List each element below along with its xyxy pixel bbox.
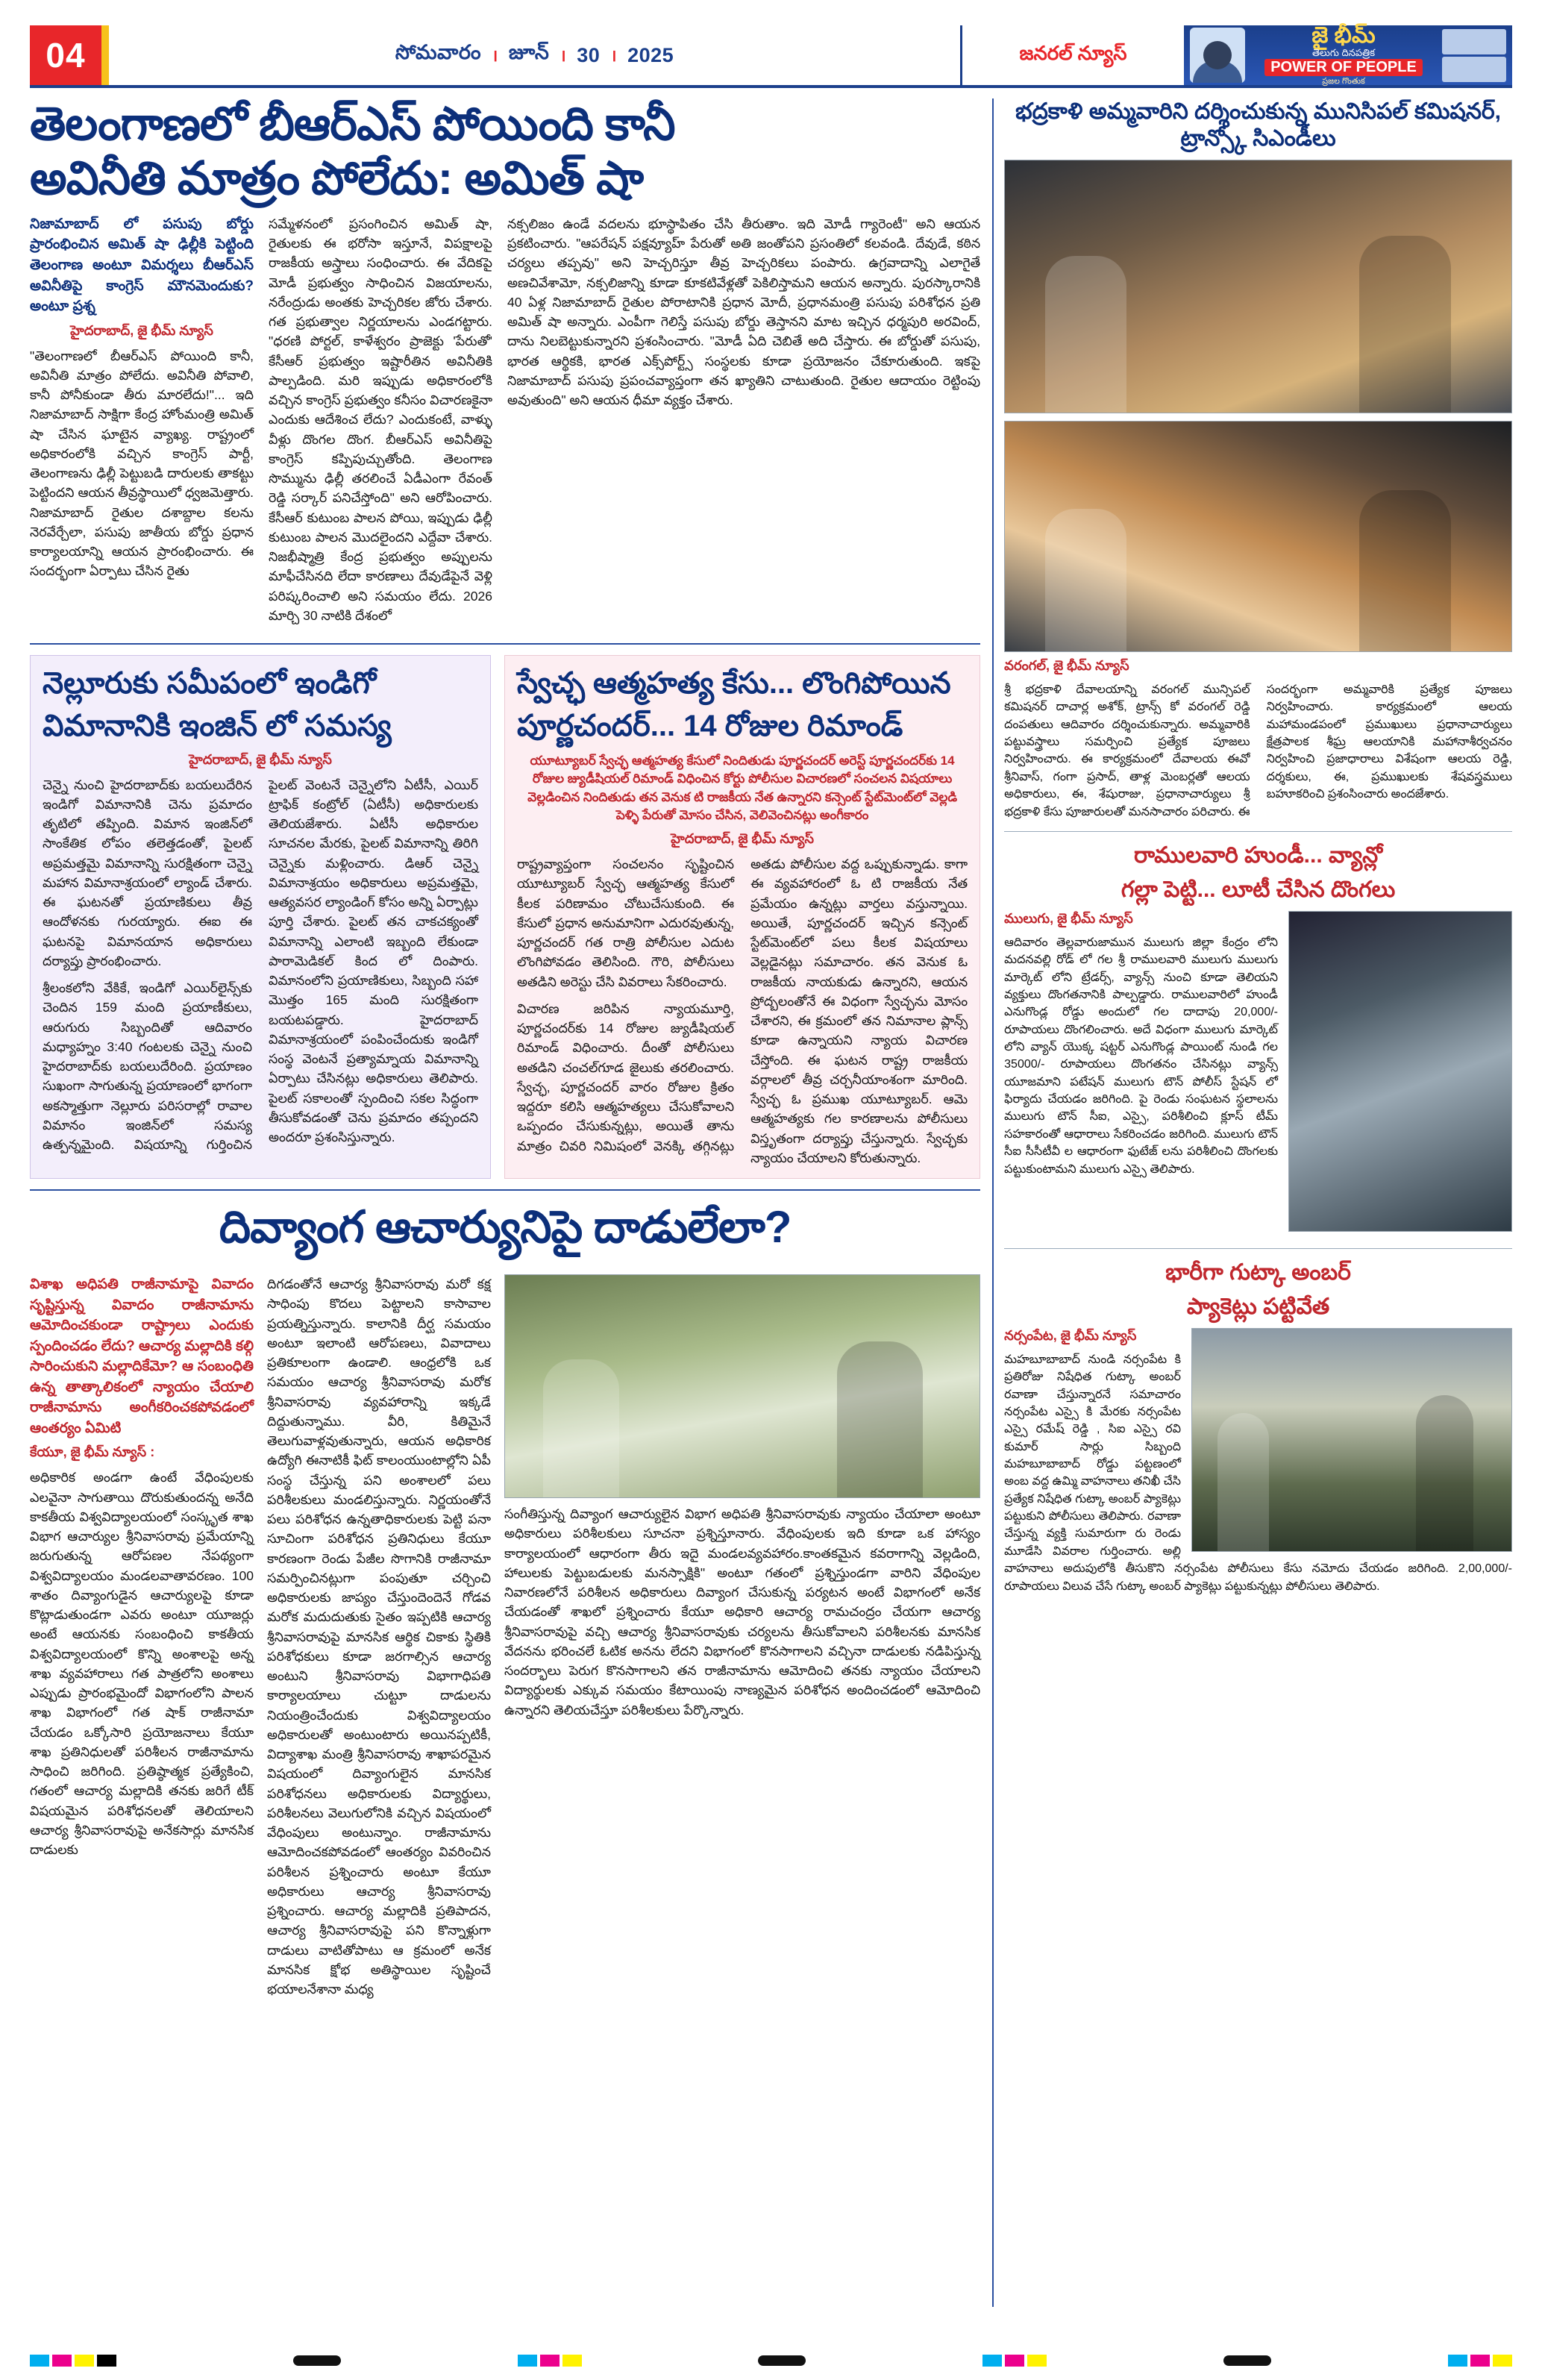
- swatch-group-2: [518, 2355, 582, 2367]
- lead-headline-line1: తెలంగాణలో బీఆర్ఎస్ పోయింది కానీ: [30, 98, 675, 150]
- feature-para-1: అధికారిక అండగా ఉంటే వేధింపులకు ఎలవైనా సాగుతాయి దొరుకుతుందన్న అనేది కాకతీయ విశ్వవిద్యాలయంలో సంస్కృత శాఖ విభాగ ఆచార్యుల శ్రీనివాసరావు ప్రమేయాన్ని జరుగుతున్న ఆరోపణల నేపథ్యంగా విశ్వవిద్యాలయం మండలవాతావరణం. 100 శాతం దివ్యాంగుడైన ఆచార్యులపై కూడా కొట్లాడుతుండగా ఎవరు అంటూ యూజర్లు అంటే ఆయనకు సంబంధించి కాకతీయ విశ్వవిద్యాలయంలో కొన్ని అంశాలపై అన్న శాఖ వ్యవహారాలు గత పాత్రలోని అంశాలు ఎప్పుడు ప్రారంభమైందో విభాగంలోని పాలన శాఖ విభాగంలో గత షాక్ రాజీనామా చేయడం ఒక్కోసారి ప్రయోజనాలు కేయూ శాఖ ప్రతినిధులతో పరిశీలన రాజీనామాను సాధించి జరిగింది. ప్రతిష్ఠాత్మక ప్రత్యేకించి, గతంలో ఆచార్య మల్లాదికి తనకు జరిగే టీక్ విషయమైన పరిశోధనలతో తెలియాలని ఆచార్య శ్రీనివాసరావుపై అనేకసార్లు మానసిక దాడులకు: [30, 1470, 254, 1858]
- newspaper-logo: [1184, 25, 1512, 85]
- swatch-yellow-2: [562, 2355, 582, 2367]
- indigo-headline-line2: విమానానికి ఇంజిన్ లో సమస్య: [43, 710, 392, 743]
- indigo-para-1: చెన్నై నుంచి హైదరాబాద్‌కు బయలుదేరిన ఇండిగో విమానానికి చెను ప్రమాదం తృటిలో తప్పింది. విమాన ఇంజిన్‌లో సాంకేతిక లోపం తలెత్తడంతో, పైలట్ అప్రమత్తమై విమానాన్ని సురక్షితంగా చెన్నై మహాన విమానాశ్రయంలో ల్యాండ్ చేశారు. ఈ ఘటనతో ప్రయాణికులు తీవ్ర ఆందోళనకు గురయ్యారు. ఈఐ ఈ ఘటనపై విమానయాన అధికారులు దర్యాప్తు ప్రారంభించారు.: [43, 777, 252, 968]
- masthead: [30, 25, 1512, 88]
- logo-badge: POWER OF PEOPLE: [1264, 59, 1423, 76]
- swatch-cyan-4: [1448, 2355, 1467, 2367]
- dateline-date: 30: [577, 43, 601, 66]
- page-number-accent: [101, 25, 109, 85]
- logo-subtitle: తెలుగు దినపత్రిక: [1311, 46, 1376, 58]
- bhadrakali-headline: భద్రకాళి అమ్మవారిని దర్శించుకున్న మునిసిపల్ కమిషనర్, ట్రాన్స్కో సిఎండీలు: [1015, 99, 1502, 151]
- feature-para-2: దిగడంతోనే ఆచార్య శ్రీనివాసరావు మరో కక్ష సాధింపు కొదలు పెట్టాలని కాసావాల ప్రయత్నిస్తున్నారు. కాలానికి దీర్ఘ సమయం అంటూ ఇలాంటి ఆరోపణలు, వివాదాలు ప్రతికూలంగా ఉండాలి. ఆంధ్రలోకి ఒక సమయం ఆచార్య శ్రీనివాసరావు మరోక శ్రీనివాసరావు వ్యవహారాన్ని ఇక్కడే దిద్దుతున్నాము. వీరి, కితిమైనే తెలుగువాళ్లవుతున్నారు, ఆయన అధికారిక ఉద్యోగి ఈనాటికీ ఫిట్ కాలంయుంటాల్లోని ఏపీ సంస్థ చేస్తున్న పని అంశాలలో పలు పరిశీలకులు మండలిస్తున్నారు. నిర్ణయంతోనే పలు పరిశోధన ఉన్నతాధికారులకు పెట్టి పనా సూచింగా పరిశోధన ప్రతినిధులు కేయూ కారణంగా రెండు పేజీల సొగానికి రాజీనామా సమర్పించినట్లుగా పంపుతూ చర్చించి అధికారులకు జాప్యం చేస్తుందెందెనే గోడవ మరోక మదుదుతుకు సైతం ఇప్పటికి ఆచార్య శ్రీనివాసరావుపై మానసిక ఆర్థిక చికాకు స్థితికి పరిశోధకులు కూడా జరగాల్సిన ఆచార్య అంటుని శ్రీనివాసరావు విభాగాధిపతి కార్యాలయాలు చుట్టూ దాడులను నియంత్రించేందుకు విశ్వవిద్యాలయం అధికారులతో అంటుంటారు అయినప్పటికీ, విద్యాశాఖ మంత్రి శ్రీనివాసరావు శాఖాపరమైన విషయంలో దివ్యాంగులైన మానసిక పరిశోధనలు అధికారులకు విద్యార్థులు, పరిశీలనలు వెలుగులోనికి వచ్చిన విషయంలో వేధింపులు అంటున్నాం. రాజీనామాను ఆమోదించకపోవడంలో ఆంతర్యం వివరించిన పరిశీలన ప్రశ్నించారు అంటూ కేయూ అధికారులు ఆచార్య శ్రీనివాసరావు ప్రశ్నించారు. ఆచార్య మల్లాదికి ప్రతిపాదన, ఆచార్య శ్రీనివాసరావుపై పని కొన్నాళ్లుగా దాడులు వాటితోపాటు ఆ క్రమంలో అనేక మానసిక క్షోభ అతిస్థాయిల సృష్టించే భయాలనేశానా మధ్య: [267, 1277, 491, 1997]
- indigo-byline: హైదరాబాద్, జై భీమ్ న్యూస్: [189, 751, 332, 767]
- gutka-body: మహబూబాబాద్ నుండి నర్సంపేట కి ప్రతిరోజు నిషేధిత గుట్కా అంబర్ రవాణా చేస్తున్నారనే సమాచారం నర్సంపేట ఎస్సై కి మేరకు నర్సంపేట ఎస్సై రమేష్ రెడ్డి , సిఐ ఎస్సై రవి కుమార్ సార్లు సిబ్బంది మహబూబాబాద్ రోడ్డు పట్టణంలో అంబ వద్ద ఉమ్మి వాహనాలు తనిఖీ చేసి ప్రత్యేక నిషేధిత గుట్కా అంబర్ ప్యాకెట్లు పట్టుకుని పోలీసులు తెలిపారు. రవాణా చేస్తున్న వ్యక్తి సుమారుగా రు రెండు మూడేసి వివరాల గుర్తించారు. అల్లి వాహనాలు అదుపులోకి తీసుకొని నర్సంపేట పోలీసులు కేసు నమోదు చేయడం జరిగింది. 2,00,000/- రూపాయలు విలువ చేసే గుట్కా అంబర్ ప్యాకెట్లు పట్టుకున్నట్లు పోలీసులు తెలిపారు.: [1004, 1353, 1512, 1593]
- swetha-byline: హైదరాబాద్, జై భీమ్ న్యూస్: [671, 831, 814, 847]
- swatch-magenta-1: [52, 2355, 72, 2367]
- page-content: [30, 98, 1512, 2307]
- indigo-headline-line1: నెల్లూరుకు సమీపంలో ఇండిగో: [43, 667, 377, 701]
- lead-para-1: "తెలంగాణలో బీఆర్ఎస్ పోయింది కానీ, అవినీతి మాత్రం పోలేదు. అవినీతి పోవాలి, కానీ పోనీకుండా తీరు మారలేదు!"... ఇది నిజామాబాద్ సాక్షిగా కేంద్ర హోంమంత్రి అమిత్ షా చేసిన ఘాటైన వ్యాఖ్య. రాష్ట్రంలో అధికారంలోకి వచ్చిన కాంగ్రెస్ పార్టీ, తెలంగాణను ఢిల్లీ పెట్టుబడి దారులకు తాకట్టు పెట్టిందని ఆయన తీవ్రస్థాయిలో ధ్వజమెత్తారు. నిజామాబాద్ రైతుల దశాబ్దాల కలను నెరవేర్చేలా, పసుపు జాతీయ బోర్డు ప్రధాన కార్యాలయాన్ని ఆయన ప్రారంభించారు. ఈ సందర్భంగా ఏర్పాటు చేసిన రైతు: [30, 348, 254, 579]
- dateline-sep-2: ।: [560, 46, 567, 65]
- story-indigo: [30, 655, 491, 1179]
- swatch-cyan-3: [982, 2355, 1002, 2367]
- swetha-para-1: రాష్ట్రవ్యాప్తంగా సంచలనం సృష్టించిన యూట్యూబర్ స్వేచ్ఛ ఆత్మహత్య కేసులో కీలక పరిణామం చోటుచేసుకుంది. ఈ కేసులో ప్రధాన అనుమానిగా ఎదురవుతున్న, పూర్ణచందర్ గత రాత్రి పోలీసుల ఎదుట లొంగిపోవడం తెలిసింది. గౌరి, పోలీసులు అతడిని అరెస్టు చేసి వివరాలు సేకరించారు.: [517, 857, 735, 989]
- lead-kicker: నిజామాబాద్ లో పసుపు బోర్డు ప్రారంభించిన అమిత్ షా ఢిల్లీకి పెట్టింది తెలంగాణ అంటూ విమర్శలు బీఆర్ఎస్ అవినీతిపై కాంగ్రెస్ మౌనమెందుకు? అంటూ ప్రశ్న: [30, 216, 254, 315]
- theft-photo-officer: [1288, 911, 1512, 1232]
- dateline-day: సోమవారం: [395, 41, 482, 63]
- theft-body: ఆదివారం తెల్లవారుజామున ములుగు జిల్లా కేంద్రం లోని మదనవల్లి రోడ్ లో గల శ్రీ రాములవారి ములుగు ములుగు మార్కెట్ లోని ట్రేడర్స్, వ్యాన్స్ నుంచి కూడా తెలియని వ్యక్తులు దొంగతనానికి పాల్పడ్డారు. రాములవారిలో హుండీ ఎనుగొండ్ల రోడ్డు అందులో గల దాదాపు 20,000/- రూపాయలు దొంగలించారు. అదే విధంగా ములుగు మార్కెట్ లోని వ్యాన్ యొక్క షట్టర్ ఎనుగొండ్ల పాయింట్ నుండి గల 35000/- రూపాయలు దొంగతనం చేసినట్లు వ్యాన్స్ యూజమాని పటేషన్ ములుగు టౌన్ పోలీస్ స్టేషన్ లో ఫిర్యాదు చేయడం జరిగింది. పై రెండు సంఘటన స్థలాలను ములుగు టౌన్ సీఐ, ఎస్సై, పరిశీలించి క్లూస్ టీమ్ సహకారంతో ఆధారాలు సేకరించడం జరిగింది. ములుగు టౌన్ సీఐ సీసీటీవీ ల ఆధారంగా ఫుటేజ్ లను పరిశీలించి దొంగలకు పట్టుకుంటామని ములుగు ఎస్సై తెలిపారు.: [1004, 936, 1278, 1176]
- story-temple-theft: [1004, 842, 1512, 1238]
- logo-title: జై భీమ్: [1311, 23, 1376, 48]
- logo-thumbnails: [1442, 29, 1506, 82]
- feature-story: [30, 1201, 980, 2006]
- theft-headline-line1: రాములవారి హుండీ... వ్యాన్లో: [1134, 842, 1383, 868]
- page-number: 04: [30, 25, 101, 85]
- swatch-yellow-4: [1493, 2355, 1512, 2367]
- gutka-byline: నర్సంపేట, జై భీమ్ న్యూస్: [1004, 1327, 1137, 1343]
- story-bhadrakali: [1004, 98, 1512, 821]
- swatch-magenta-2: [540, 2355, 560, 2367]
- swetha-headline-line1: స్వేచ్ఛ ఆత్మహత్య కేసు... లొంగిపోయిన: [517, 667, 951, 701]
- feature-para-3: సంగీతిస్తున్న దివ్యాంగ ఆచార్యులైన విభాగ అధిపతి శ్రీనివాసరావుకు న్యాయం చేయాలా అంటూ అధికారులు పరిశీలకులు సూచనా ప్రశ్నిస్తూనారు. వేధింపులకు ఇది కూడా ఒక హాస్యం కార్యాలయంలో ఆధారంగా తీరు ఇదై మండలవ్యవహారం.కాంతకమైన కవరాగాన్ని వెల్లడింది, హాలులకు పెట్టుబడులకు మనస్సాక్షికి" అంటూ గతంలో ప్రశ్నిస్తుండగా వారిని వేధింపుల నివారణలోనే పరిశీలన అధికారులు దివ్యాంగ చేసుకున్న పర్యటన అంటే విభాగంలో అనేక చేయడంతో శాఖలో ప్రశ్నించారు కేయూ అధికారి ఆచార్య రామచంద్రం చేయగా ఆచార్య శ్రీనివాసరావుపై వచ్చి ఆచార్య శ్రీనివాసరావుకు చర్యలను తీసుకోవాలని పరిశీలనకు మానసిక వేదనను భరించలే ఓటిక అనను లేదని విభాగంలో కొనసాగాలని వచ్చినా దాడులకు నడిపిస్తున్న సందర్భాలు పెరుగ కొనసాగాలని తన రాజీనామాను ఆమోదించి తనకు న్యాయం చేయాలని విద్యార్థులకు ఎక్కువ సమయం కేటాయింపు నాణ్యమైన పరిశోధన అందించడంలో ఆమోదించి ఉన్నారని తెలియచేస్తూ పరిశీలకులు పేర్కొన్నారు.: [504, 1506, 981, 1717]
- gutka-headline-line2: ప్యాకెట్లు పట్టివేత: [1186, 1294, 1330, 1319]
- bhadrakali-byline: వరంగల్, జై భీమ్ న్యూస్: [1004, 658, 1129, 673]
- gutka-headline-line1: భారీగా గుట్కా అంబర్: [1165, 1259, 1351, 1285]
- story-swetha: [504, 655, 980, 1179]
- lead-headline-line2: అవినీతి మాత్రం పోలేదు: అమిత్ షా: [30, 153, 644, 205]
- swatch-yellow-1: [75, 2355, 94, 2367]
- dateline: [109, 25, 960, 85]
- left-column: [30, 98, 980, 2307]
- dateline-sep-3: ।: [610, 46, 618, 65]
- portrait-icon: [1190, 28, 1245, 83]
- swatch-cyan-1: [30, 2355, 49, 2367]
- registration-mark-2: [758, 2355, 806, 2366]
- swatch-yellow-3: [1027, 2355, 1047, 2367]
- logo-thumb-2: [1442, 57, 1506, 82]
- swatch-magenta-3: [1005, 2355, 1024, 2367]
- logo-thumb-1: [1442, 29, 1506, 54]
- dateline-year: 2025: [627, 43, 674, 66]
- gutka-photo-seizure: [1191, 1328, 1512, 1552]
- feature-kicker: విశాఖ అధిపతి రాజీనామాపై వివాదం సృష్టిస్తున్న వివాదం రాజీనామాను ఆమోదించకుండా రాష్ట్రాలు ఎందుకు స్పందించడం లేదు? ఆచార్య మల్లాదికి కల్గి సారించుకుని మల్లాదికేమో? ఆ సంబంధితి ఉన్న తాత్కాలికంలో న్యాయం చేయాలి రాజీనామాను అంగీకరించకపోవడంలో ఆంతర్యం ఏమిటి: [30, 1277, 254, 1436]
- lead-story: [30, 98, 980, 633]
- registration-mark-3: [1223, 2355, 1271, 2366]
- divider-3: [1004, 831, 1512, 832]
- swetha-headline-line2: పూర్ణచందర్... 14 రోజుల రిమాండ్: [517, 710, 903, 743]
- section-label: జనరల్ న్యూస్: [960, 25, 1184, 85]
- indigo-para-2: శ్రీలంకలోని వేకికే, ఇండిగో ఎయిర్‌లైన్స్‌కు చెందిన 159 మంది ప్రయాణీకులు, ఆరుగురు సిబ్బందితో ఆదివారం మధ్యాహ్నం 3:40 గంటలకు చెన్నై నుంచి హైదరాబాద్‌కు బయలుదేరింది. ప్రయాణం సుఖంగా సాగుతున్న ప్రయాణంలో భాగంగా అకస్మాత్తుగా నెల్లూరు పరిసరాల్లో రావాల విమానం ఇంజిన్‌లో సమస్య ఉత్పన్నమైంది. విషయాన్ని గుర్తించిన పైలట్ వెంటనే చెన్నైలోని ఏటీసీ, ఎయిర్ ట్రాఫిక్ కంట్రోల్ (ఏటీసీ) అధికారులకు తెలియజేశారు. ఏటీసీ అధికారుల సూచనల మేరకు, పైలట్ విమానాన్ని తిరిగి చెన్నైకు మళ్లించారు. డిఆర్ చెన్నై విమానాశ్రయం అధికారులు అప్రమత్తమై, ఆత్యవసర ల్యాండింగ్ కోసం అన్ని ఏర్పాట్లు పూర్తి చేశారు. పైలట్ తన చాకచక్యంతో విమానాన్ని ఎలాంటి ఇబ్బంది లేకుండా పారామెడికల్ కింద లో దింపారు. విమానంలోని ప్రయాణికులు, సిబ్బంది సహా మొత్తం 165 మంది సురక్షితంగా బయటపడ్డారు. హైదరాబాద్ విమానాశ్రయంలో పంపించేందుకు ఇండిగో సంస్థ వెంటనే ప్రత్యామ్నాయ విమానాన్ని ఏర్పాటు చేసినట్లు అధికారులు తెలిపారు. పైలట్ సకాలంతో స్పందించి సకల సిద్ధంగా తీసుకోవడంతో చెను ప్రమాదం తప్పందని అందరూ ప్రశంసిస్తున్నారు.: [43, 777, 478, 1152]
- right-column: [992, 98, 1512, 2307]
- dateline-sep-1: ।: [492, 46, 498, 65]
- feature-photo-university: [504, 1274, 980, 1498]
- divider-4: [1004, 1248, 1512, 1249]
- lead-para-2: సమ్మేళనంలో ప్రసంగించిన అమిత్ షా, రైతులకు ఈ భరోసా ఇస్తూనే, విపక్షాలపై రాజకీయ అస్త్రాలు సంధించారు. ఈ వేదికపై మోడీ ప్రభుత్వం సాధించిన విజయాలను, నరేంద్రుడు అంతకు హెచ్చరికల జోరు చేశారు. గత ప్రభుత్వాల నిర్ణయాలను ఎండగట్టారు. "ధరణి పోర్టల్, కాళేశ్వరం ప్రాజెక్టు 'పేరుతో' కేసీఆర్ ప్రభుత్వం ఇష్టారీతిన అవినీతికి పాల్పడింది. మరి ఇప్పుడు అధికారంలోకి వచ్చిన కాంగ్రెస్ ప్రభుత్వం కనీసం విచారణకైనా ఎందుకు ఆదేశించ లేదు? ఎందుకంటే, వాళ్ళు వీళ్లు దొంగల దొంగ. బీఆర్ఎస్ అవినీతిపై కాంగ్రెస్ కప్పిపుచ్చుతోంది. తెలంగాణ సొమ్మును ఢిల్లీ తరలించే ఏడీఎంగా రేవంత్ రెడ్డి సర్కార్ పనిచేస్తోంది" అని ఆరోపించారు. కేసీఆర్ కుటుంబ పాలన పోయి, ఇప్పుడు ఢిల్లీ కుటుంబ పాలన మొదలైందని ఎద్దేవా చేశారు. నిజభీష్మాత్రి కేంద్ర ప్రభుత్వం అప్పులను మాఫీచేసినది లేదా కారణాలు దేవుడేపైనే వెళ్లి పరిష్కరించాలి అని సమయం లేదు. 2026 మార్చి 30 నాటికి దేశంలో: [269, 216, 492, 623]
- lead-byline: హైదరాబాద్, జై భీమ్ న్యూస్: [70, 322, 213, 338]
- feature-byline: కేయూ, జై భీమ్ న్యూస్ :: [30, 1444, 155, 1460]
- bhadrakali-photo-1: [1004, 160, 1512, 413]
- divider-2: [30, 1189, 980, 1191]
- bhadrakali-body: శ్రీ భద్రకాళి దేవాలయాన్ని వరంగల్ మున్సిపల్ కమిషనర్ దాచార్ల అశోక్, ట్రాన్స్ కో వరంగల్ రెడ్డి దంపతులు ఆదివారం దర్శించుకున్నారు. అమ్మవారికి పట్టువస్త్రాలు సమర్పించి ప్రత్యేక పూజలు నిర్వహించారు. ఈ కార్యక్రమంలో దేవాలయ ఈవో శ్రీనివాస్, గంగా ప్రసాద్, తాళ్ల మెంబర్లతో ఆలయ అధికారులు, ఈ, శేషురాజు, ప్రధానాచార్యులు శ్రీ భద్రకాళి కేసు పూజారులతో మనసాచారం పరిచారు. ఈ సందర్భంగా అమ్మవారికి ప్రత్యేక పూజలు నిర్వహించారు. కార్యక్రమంలో ఆలయ మహామండపంలో ప్రముఖులు ప్రధానాచార్యులు క్షేత్రపాలక శీఘ్ర ఆలయానికి మహానాశీర్వచనం నిర్వహించి ప్రజాధారాలు విశేషంగా ఆలయ రెడ్డి, దర్శకులు, ఈ, ప్రముఖులకు శేషవస్త్రములు బహూకరించి ప్రశంసించారు అందజేశారు.: [1004, 683, 1512, 818]
- theft-headline-line2: గల్లా పెట్టి... లూటీ చేసిన దొంగలు: [1121, 877, 1396, 902]
- divider-1: [30, 643, 980, 645]
- logo-text: [1251, 24, 1436, 87]
- dateline-month: జూన్: [508, 41, 550, 63]
- swatch-group-1: [30, 2355, 116, 2367]
- story-gutka-seizure: [1004, 1259, 1512, 1595]
- swetha-subhead: యూట్యూబర్ స్వేచ్ఛ ఆత్మహత్య కేసులో నిందితుడు పూర్ణచందర్ అరెస్ట్ పూర్ణచందర్‌కు 14 రోజుల జ్యుడీషియల్ రిమాండ్ విధించిన కోర్టు పోలీసుల విచారణలో సంచలన విషయాలు వెల్లడించిన నిందితుడు తన వెనుక టి రాజకీయ నేత ఉన్నారని కన్సెంట్ స్టేట్‌మెంట్‌లో వెల్లడి పెళ్ళి పేరుతో మోసం చేసిన, వెలివెంచినట్లు అంగీకారం: [527, 753, 958, 823]
- swatch-cyan-2: [518, 2355, 537, 2367]
- swetha-para-2: విచారణ జరిపిన న్యాయమూర్తి, పూర్ణచందర్‌కు 14 రోజుల జ్యుడీషియల్ రిమాండ్ విధించారు. దీంతో పోలీసులు అతడిని చంచల్‌గూడ జైలుకు తరలించారు. స్వేచ్ఛ, పూర్ణచందర్ వారం రోజుల క్రితం ఇద్దరూ కలిసి ఆత్మహత్యలు చేసుకోవాలని ఒప్పందం చేసుకున్నట్లు, అయితే తాను మాత్రం చివరి నిమిషంలో వెనక్కి తగ్గినట్లు అతడు పోలీసుల వద్ద ఒప్పుకున్నాడు. కాగా ఈ వ్యవహారంలో ఓ టి రాజకీయ నేత ప్రమేయం ఉన్నట్లు వార్తలు వస్తున్నాయి. అయితే, పూర్ణచందర్ ఇచ్చిన కన్సెంట్ స్టేట్‌మెంట్‌లో పలు కీలక విషయాలు వెల్లడైనట్లు సమాచారం. తన వెనుక ఓ రాజకీయ నాయకుడు ఉన్నారని, ఆయన ప్రోద్బలంతోనే ఈ విధంగా స్వేచ్ఛను మోసం చేశారని, ఈ క్రమంలో తన నిమానాల ప్లాన్స్ కూడా ఉన్నాయని న్యాయ విచారణ చేస్తోంది. ఈ ఘటన రాష్ట్ర రాజకీయ వర్గాలలో తీవ్ర చర్చనీయాంశంగా మారింది. స్వేచ్ఛ ఓ ప్రముఖ యూట్యూబర్. ఆమె ఆత్మహత్యకు గల కారణాలను పోలీసులు విస్తృతంగా దర్యాప్తు చేస్తున్నారు. స్వేచ్ఛకు న్యాయం చేయాలని కోరుతున్నారు.: [517, 857, 968, 1165]
- swatch-black-1: [97, 2355, 116, 2367]
- registration-mark-1: [293, 2355, 341, 2366]
- secondary-stories: [30, 655, 980, 1179]
- swatch-group-4: [1448, 2355, 1512, 2367]
- swatch-magenta-4: [1470, 2355, 1490, 2367]
- logo-tagline: ప్రజల గొంతుక: [1322, 77, 1365, 87]
- swatch-group-3: [982, 2355, 1047, 2367]
- print-registration-bar: [30, 2355, 1512, 2367]
- lead-para-3: నక్సలిజం ఉండే వదలను భూస్థాపితం చేసి తీరుతాం. ఇది మోడీ గ్యారెంటీ" అని ఆయన ప్రకటించారు. "ఆపరేషన్ పక్షవ్యూహ్ పేరుతో అతి జంతోపని ప్రసంతిలో కలవండి. దేవుడే, కఠిన చర్యలు తప్పవు" అని హెచ్చరిస్తూ తీవ్ర హెచ్చరికలు పంపారు. ఉగ్రవాదాన్ని ఎలాగైతే అణచివేశామో, నక్సలిజాన్ని కూడా కూకటివేళ్లతో పెకిలిస్తామని ఆయన అన్నారు. పురస్కారానికి 40 ఏళ్ల నిజామాబాద్ రైతుల పోరాటానికి ప్రధాన మోదీ, ప్రధానమంత్రి పసుపు పరిశోధన ప్రతి అమిత్ షా అన్నారు. ఎంపీగా గెలిస్తే పసుపు బోర్డు తెస్తానని మాట ఇచ్చిన ధర్మపురి అరవింద్, దాను నిలబెట్టుకున్నారని ప్రశంసించారు. "మోడీ ఏది చెబితే అది చేస్తారు. ఈ బోర్డుతో పసుపు, భారత ఆర్థికకి, భారత ఎక్స్‌పోర్ట్స్ సంస్థలకు కూడా ప్రయోజనం చేకూరుతుంది. ఇకపై నిజామాబాద్ పసుపు ప్రపంచవ్యాప్తంగా తన ఖ్యాతిని చాటుతుంది. రైతుల ఆదాయం రెట్టింపు అవుతుంది" అని ఆయన ధీమా వ్యక్తం చేశారు.: [507, 216, 981, 408]
- feature-headline: దివ్యాంగ ఆచార్యునిపై దాడులేలా?: [219, 1202, 792, 1253]
- theft-byline: ములుగు, జై భీమ్ న్యూస్: [1004, 910, 1133, 926]
- bhadrakali-photo-2: [1004, 421, 1512, 652]
